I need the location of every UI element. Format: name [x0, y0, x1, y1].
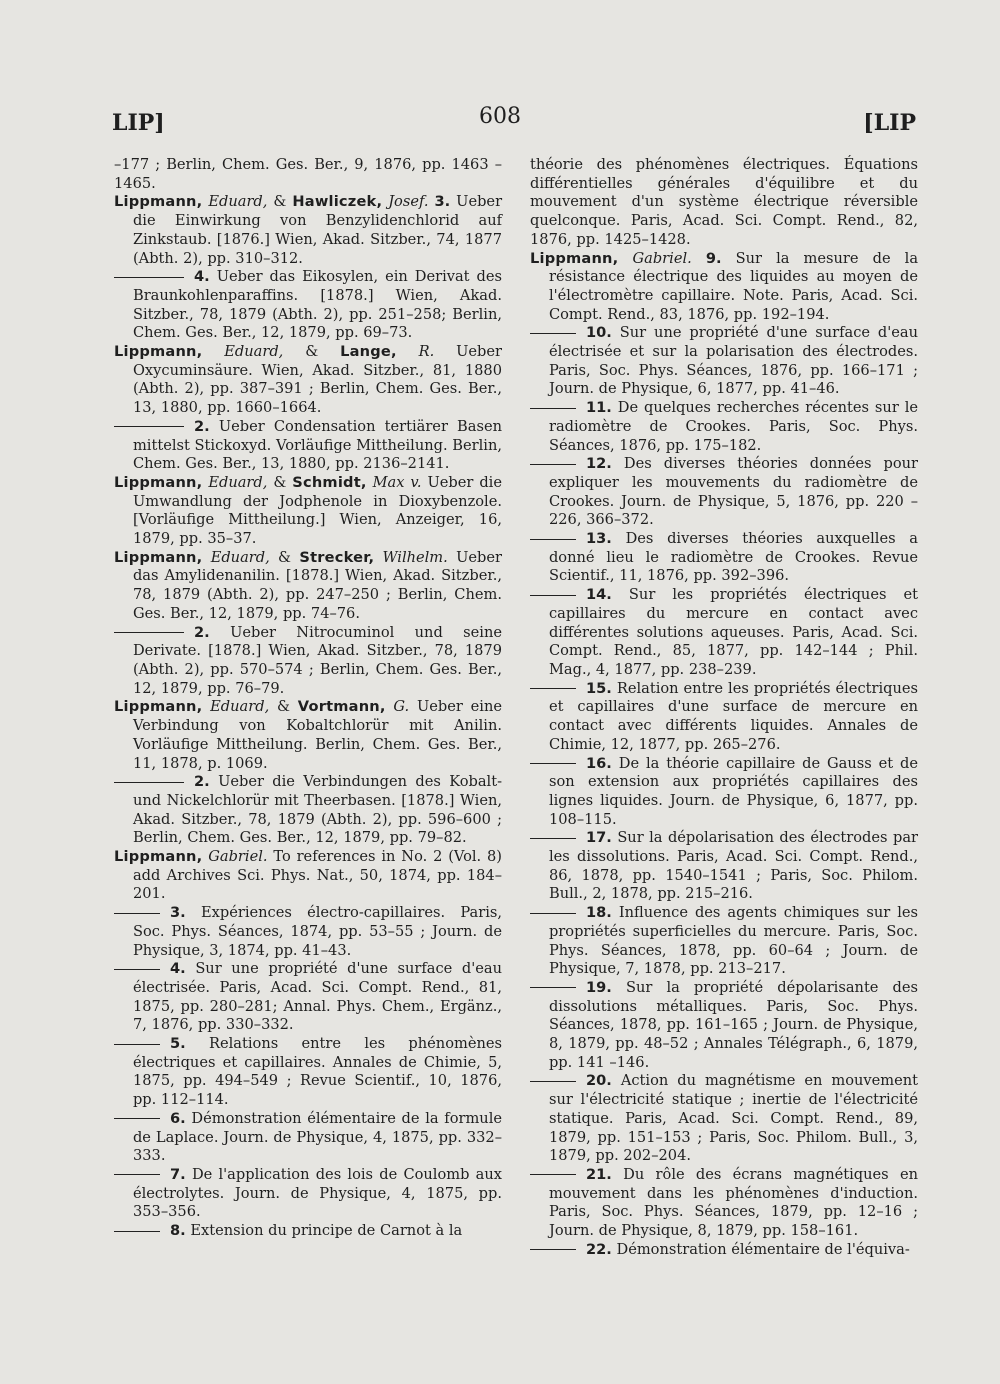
bibliography-entry	[114, 1166, 502, 1222]
coauthor-surname: Strecker,	[299, 548, 375, 566]
ditto-rule	[530, 838, 576, 839]
entry-text: –177 ; Berlin, Chem. Ges. Ber., 9, 1876, pp. 1463 –1465.	[114, 156, 502, 192]
coauthor-given-name: Josef.	[388, 193, 429, 211]
coauthor-given-name: Max v.	[372, 473, 422, 491]
entry-number: 2.	[194, 417, 210, 435]
ditto-rule	[530, 763, 576, 764]
ditto-rule	[114, 632, 184, 633]
entry-text: Influence des agents chimiques sur les propriétés superficielles du mercure. Paris, Soc. Phys. Séances, 1878, pp. 60–64 ; Journ. de Physique, 7, 1878, pp. 213–217.	[548, 904, 919, 978]
bibliography-entry: Lippmann, Eduard, & Vortmann, G. Ueber eine Verbindung von Kobaltchlorür mit Anilin. Vorläufige Mittheilung. Berlin, Chem. Ges. Ber., 11, 1878, p. 1069.	[114, 698, 502, 772]
author-surname: Lippmann,	[114, 698, 203, 716]
coauthor-surname: Hawliczek,	[292, 193, 383, 211]
entry-number: 9.	[705, 249, 722, 267]
ditto-rule	[114, 277, 184, 278]
entry-text: Sur une propriété d'une surface d'eau électrisée et sur la polarisation des électrodes. Paris, Soc. Phys. Séances, 1876, pp. 166–171 ; Journ. de Physique, 6, 1877, pp. 41–46.	[548, 324, 919, 398]
author-given-name: Eduard,	[224, 343, 284, 361]
coauthor-surname: Lange,	[340, 343, 397, 361]
entry-number: 18.	[586, 904, 612, 922]
author-given-name: Gabriel.	[208, 848, 268, 866]
bibliography-entry	[530, 250, 918, 325]
entry-text: Relation entre les propriétés électriques et capillaires d'une surface de mercure en contact avec différents liquides. Annales de Chimie, 12, 1877, pp. 265–276.	[548, 679, 918, 753]
entry-text: Extension du principe de Carnot à la	[190, 1222, 463, 1240]
entry-continuation	[114, 156, 502, 193]
author-given-name: Gabriel.	[632, 249, 692, 267]
entry-text: Du rôle des écrans magnétiques en mouvement dans les phénomènes d'induction. Paris, Soc. Phys. Séances, 1879, pp. 12–16 ; Journ. de Physique, 8, 1879, pp. 158–161.	[548, 1165, 918, 1240]
entry-text: Ueber Condensation tertiärer Basen mittelst Stickoxyd. Vorläufige Mittheilung. Berlin, Chem. Ges. Ber., 13, 1880, pp. 2136–2141.	[132, 417, 503, 473]
entry-number: 8.	[170, 1222, 186, 1240]
ditto-rule	[530, 595, 576, 596]
entry-text: Sur les propriétés électriques et capillaires du mercure en contact avec différentes solutions aqueuses. Paris, Acad. Sci. Compt. Rend., 85, 1877, pp. 142–144 ; Phil. Mag., 4, 1877, pp. 238–239.	[548, 586, 919, 678]
bibliography-entry	[114, 773, 502, 848]
entry-text: Sur la dépolarisation des électrodes par les dissolutions. Paris, Acad. Sci. Compt. Rend., 86, 1878, pp. 1540–1541 ; Paris, Soc. Philom. Bull., 2, 1878, pp. 215–216.	[548, 829, 918, 903]
entry-text: Expériences électro-capillaires. Paris, Soc. Phys. Séances, 1874, pp. 53–55 ; Journ. de Physique, 3, 1874, pp. 41–43.	[132, 904, 502, 959]
coauthor-surname: Vortmann,	[297, 698, 386, 716]
bibliography-entry	[530, 324, 918, 399]
entry-text: De l'application des lois de Coulomb aux électrolytes. Journ. de Physique, 4, 1875, pp. 353–356.	[132, 1165, 502, 1221]
ditto-rule	[530, 913, 576, 914]
entry-number: 17.	[586, 829, 612, 847]
author-given-name: Eduard,	[210, 698, 270, 716]
bibliography-entry	[530, 1166, 918, 1241]
coauthor-given-name: Wilhelm.	[382, 548, 448, 566]
ditto-rule	[530, 688, 576, 689]
author-surname: Lippmann,	[114, 848, 203, 866]
bibliography-entry	[114, 268, 502, 343]
entry-text: Ueber die Umwandlung der Jodphenole in Dioxybenzole. [Vorläufige Mittheilung.] Wien, Anzeiger, 16, 1879, pp. 35–37.	[132, 473, 502, 548]
left-column	[114, 156, 502, 1241]
entry-text: Des diverses théories données pour expliquer les mouvements du radiomètre de Crookes. Journ. de Physique, 5, 1876, pp. 220 –226, 366–372.	[548, 455, 919, 529]
entry-number: 10.	[586, 324, 612, 342]
entry-text: Action du magnétisme en mouvement sur l'électricité statique ; inertie de l'électricité statique. Paris, Acad. Sci. Compt. Rend., 89, 1879, pp. 151–153 ; Paris, Soc. Philom. Bull., 3, 1879, pp. 202–204.	[548, 1072, 918, 1165]
bibliography-entry	[530, 586, 918, 680]
bibliography-entry	[114, 848, 502, 904]
author-surname: Lippmann,	[530, 249, 619, 267]
ditto-rule	[530, 539, 576, 540]
bibliography-entry	[530, 680, 918, 755]
author-surname: Lippmann,	[114, 343, 203, 361]
bibliography-entry: Lippmann, Eduard, & Lange, R. Ueber Oxycuminsäure. Wien, Akad. Sitzber., 81, 1880 (Abth. 2), pp. 387–391 ; Berlin, Chem. Ges. Ber., 13, 1880, pp. 1660–1664.	[114, 343, 503, 417]
entry-number: 12.	[586, 455, 612, 473]
ditto-rule	[530, 408, 576, 409]
entry-number: 22.	[586, 1240, 612, 1258]
entry-number: 4.	[170, 960, 186, 978]
page-number: 608	[479, 104, 521, 129]
entry-text: De quelques recherches récentes sur le radiomètre de Crookes. Paris, Soc. Phys. Séances, 1876, pp. 175–182.	[548, 399, 919, 454]
author-surname: Lippmann,	[114, 473, 203, 491]
entry-text: Ueber eine Verbindung von Kobaltchlorür mit Anilin. Vorläufige Mittheilung. Berlin, Chem. Ges. Ber., 11, 1878, p. 1069.	[132, 698, 502, 772]
entry-text: Sur la mesure de la résistance électrique des liquides au moyen de l'électromètre capillaire. Note. Paris, Acad. Sci. Compt. Rend., 83, 1876, pp. 192–194.	[548, 249, 919, 323]
entry-number: 14.	[586, 586, 612, 604]
entry-number: 4.	[194, 268, 210, 286]
ditto-rule	[114, 1231, 160, 1232]
entry-text: To references in No. 2 (Vol. 8) add Archives Sci. Phys. Nat., 50, 1874, pp. 184–201.	[132, 848, 503, 903]
bibliography-entry	[530, 399, 918, 455]
bibliography-entry: Lippmann, Eduard, & Hawliczek, Josef. 3. Ueber die Einwirkung von Benzylidenchlorid auf Zinkstaub. [1876.] Wien, Akad. Sitzber., 74, 1877 (Abth. 2), pp. 310–312.	[114, 193, 503, 267]
bibliography-entry	[530, 755, 918, 830]
author-given-name: Eduard,	[208, 473, 268, 491]
bibliography-entry	[114, 1035, 502, 1110]
header-left-label: LIP]	[112, 110, 165, 136]
author-given-name: Eduard,	[208, 193, 268, 211]
bibliography-entry	[114, 1222, 502, 1241]
entry-number: 2.	[194, 773, 210, 791]
entry-text: Ueber das Eikosylen, ein Derivat des Braunkohlenparaffins. [1878.] Wien, Akad. Sitzber., 78, 1879 (Abth. 2), pp. 251–258; Berlin, Chem. Ges. Ber., 12, 1879, pp. 69–73.	[132, 268, 502, 342]
entry-text: Ueber das Amylidenanilin. [1878.] Wien, Akad. Sitzber., 78, 1879 (Abth. 2), pp. 247–250 ; Berlin, Chem. Ges. Ber., 12, 1879, pp. 74–76.	[132, 548, 502, 622]
entry-number: 2.	[194, 623, 210, 641]
bibliography-entry: Lippmann, Eduard, & Schmidt, Max v. Ueber die Umwandlung der Jodphenole in Dioxybenzole. [Vorläufige Mittheilung.] Wien, Anzeiger, 16, 1879, pp. 35–37.	[114, 473, 502, 548]
entry-number: 16.	[586, 754, 612, 772]
bibliography-entry	[530, 904, 918, 979]
ditto-rule	[114, 1174, 160, 1175]
author-surname: Lippmann,	[114, 548, 203, 566]
entry-number: 19.	[586, 978, 612, 996]
ditto-rule	[114, 913, 160, 914]
entry-continuation	[530, 156, 918, 250]
ditto-rule	[114, 1118, 160, 1119]
ditto-rule	[530, 464, 576, 465]
ditto-rule	[530, 987, 576, 988]
author-surname: Lippmann,	[114, 193, 203, 211]
coauthor-given-name: R.	[418, 343, 435, 361]
bibliography-entry	[530, 1241, 918, 1260]
bibliography-entry	[530, 829, 918, 904]
bibliography-entry	[114, 624, 502, 699]
header-right-label: [LIP	[863, 110, 916, 136]
author-given-name: Eduard,	[210, 548, 270, 566]
bibliography-entry	[530, 979, 918, 1073]
coauthor-surname: Schmidt,	[292, 473, 367, 491]
entry-text: De la théorie capillaire de Gauss et de son extension aux propriétés capillaires des lignes liquides. Journ. de Physique, 6, 1877, pp. 108–115.	[548, 754, 918, 828]
entry-number: 15.	[586, 679, 612, 697]
ditto-rule	[114, 782, 184, 783]
bibliography-entry	[114, 904, 502, 960]
bibliography-entry	[530, 530, 918, 586]
entry-number: 11.	[586, 399, 612, 417]
page-header	[0, 104, 1000, 140]
entry-number: 3.	[170, 904, 186, 922]
ditto-rule	[114, 1044, 160, 1045]
entry-number: 7.	[170, 1165, 186, 1183]
bibliography-entry	[114, 1110, 502, 1166]
ditto-rule	[114, 969, 160, 970]
entry-text: Ueber Oxycuminsäure. Wien, Akad. Sitzber., 81, 1880 (Abth. 2), pp. 387–391 ; Berlin, Chem. Ges. Ber., 13, 1880, pp. 1660–1664.	[132, 343, 503, 417]
entry-number: 21.	[586, 1165, 612, 1183]
entry-number: 5.	[170, 1035, 186, 1053]
bibliography-entry: Lippmann, Eduard, & Strecker, Wilhelm. Ueber das Amylidenanilin. [1878.] Wien, Akad. Sitzber., 78, 1879 (Abth. 2), pp. 247–250 ; Berlin, Chem. Ges. Ber., 12, 1879, pp. 74–76.	[114, 548, 502, 622]
ditto-rule	[530, 1081, 576, 1082]
ditto-rule	[114, 426, 184, 427]
right-column	[530, 156, 918, 1259]
entry-text: Relations entre les phénomènes électriques et capillaires. Annales de Chimie, 5, 1875, pp. 494–549 ; Revue Scientif., 10, 1876, pp. 112–114.	[132, 1035, 502, 1109]
entry-text: Ueber die Einwirkung von Benzylidenchlorid auf Zinkstaub. [1876.] Wien, Akad. Sitzber., 74, 1877 (Abth. 2), pp. 310–312.	[132, 193, 503, 267]
bibliography-entry	[114, 418, 502, 474]
bibliography-entry	[530, 455, 918, 530]
entry-text: Ueber Nitrocuminol und seine Derivate. [1878.] Wien, Akad. Sitzber., 78, 1879 (Abth. 2), pp. 570–574 ; Berlin, Chem. Ges. Ber., 12, 1879, pp. 76–79.	[132, 623, 502, 697]
entry-number: 20.	[586, 1072, 612, 1090]
ditto-rule	[530, 333, 576, 334]
coauthor-given-name: G.	[393, 698, 410, 716]
entry-text: théorie des phénomènes électriques. Équations différentielles générales d'équilibre et du mouvement d'un système électrique réversible quelconque. Paris, Acad. Sci. Compt. Rend., 82, 1876, pp. 1425–1428.	[530, 156, 918, 248]
entry-number: 6.	[170, 1109, 186, 1127]
ditto-rule	[530, 1174, 576, 1175]
entry-text: Sur la propriété dépolarisante des dissolutions métalliques. Paris, Soc. Phys. Séances, 1878, pp. 161–165 ; Journ. de Physique, 8, 1879, pp. 48–52 ; Annales Télégraph., 6, 1879, pp. 141 –146.	[548, 978, 919, 1071]
entry-number: 13.	[586, 530, 612, 548]
entry-text: Démonstration élémentaire de l'équiva-	[616, 1240, 910, 1258]
entry-text: Des diverses théories auxquelles a donné lieu le radiomètre de Crookes. Revue Scientif., 11, 1876, pp. 392–396.	[548, 530, 918, 585]
entry-number: 3.	[434, 193, 451, 211]
entry-text: Ueber die Verbindungen des Kobalt- und Nickelchlorür mit Theerbasen. [1878.] Wien, Akad. Sitzber., 78, 1879 (Abth. 2), pp. 596–600 ; Berlin, Chem. Ges. Ber., 12, 1879, pp. 79–82.	[132, 773, 503, 847]
entry-text: Sur une propriété d'une surface d'eau électrisée. Paris, Acad. Sci. Compt. Rend., 81, 1875, pp. 280–281; Annal. Phys. Chem., Ergänz., 7, 1876, pp. 330–332.	[132, 960, 503, 1034]
bibliography-entry	[114, 960, 502, 1035]
bibliography-entry	[530, 1072, 918, 1166]
ditto-rule	[530, 1249, 576, 1250]
entry-text: Démonstration élémentaire de la formule de Laplace. Journ. de Physique, 4, 1875, pp. 332–333.	[132, 1109, 502, 1165]
